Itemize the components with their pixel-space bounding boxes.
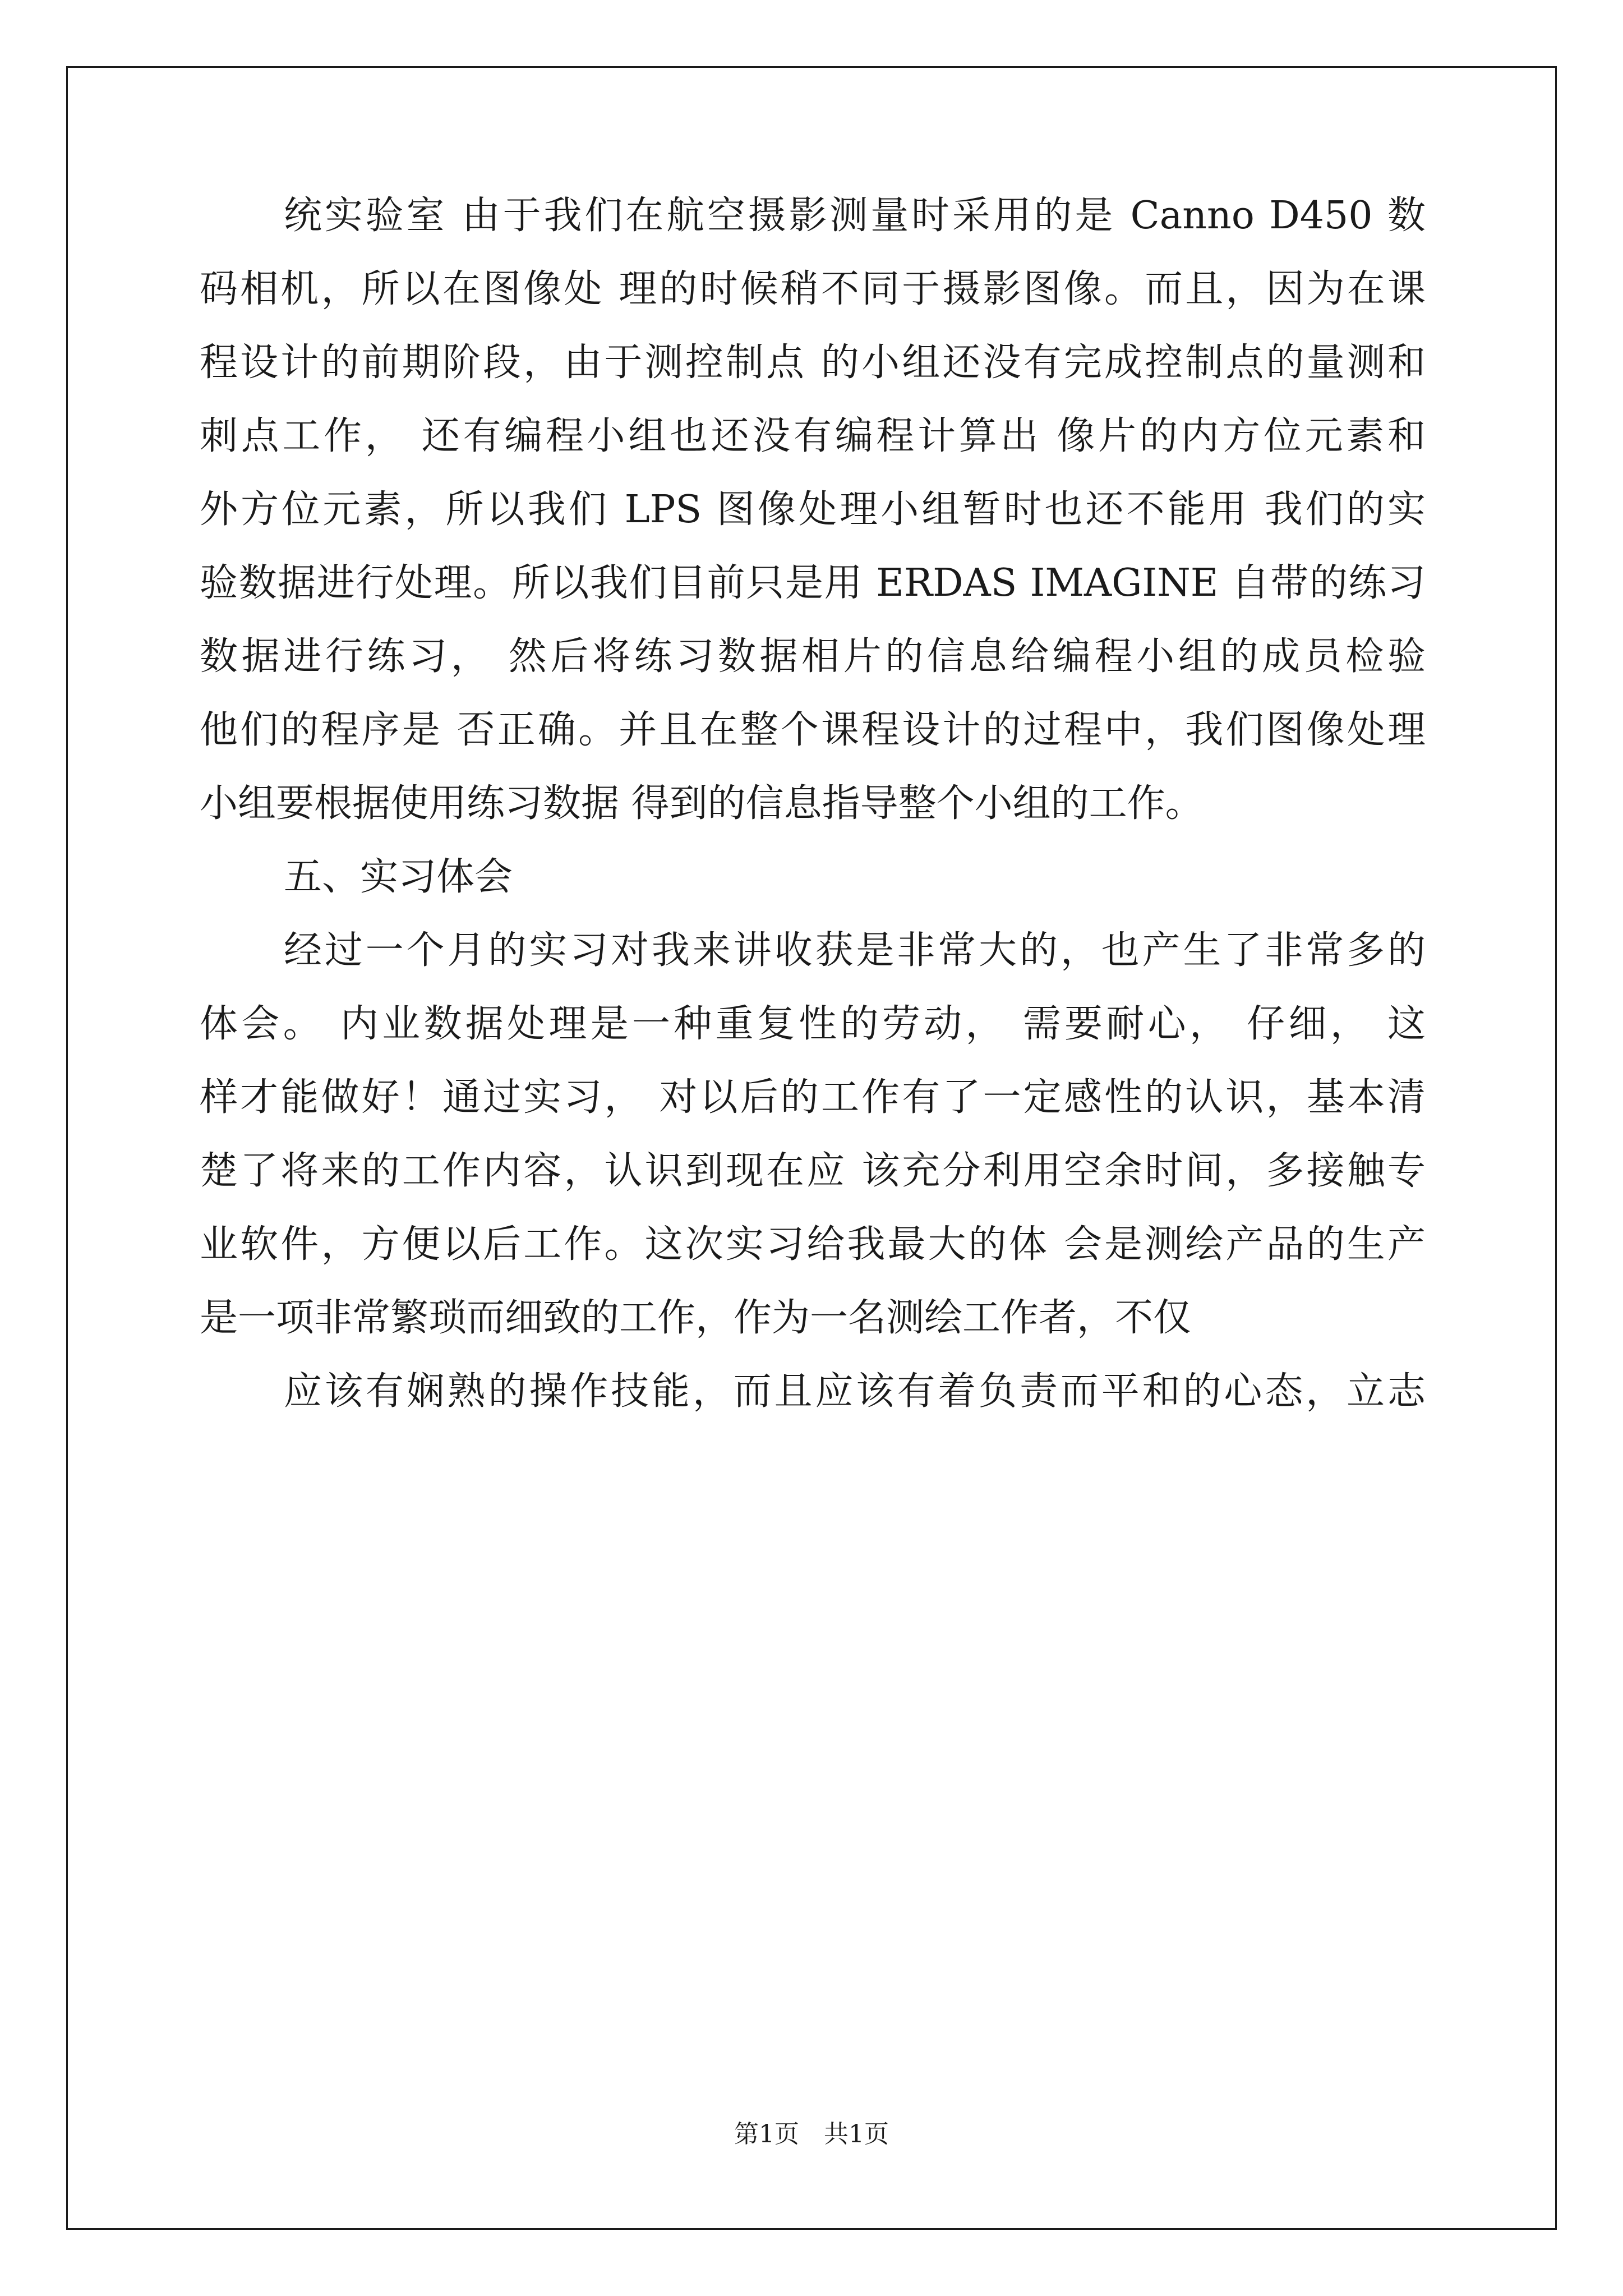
page-number-footer: 第1页 共1页: [734, 2120, 889, 2148]
text-line: 小组要根据使用练习数据 得到的信息指导整个小组的工作。: [200, 781, 1204, 826]
text-line: 业软件，方便以后工作。这次实习给我最大的体 会是测绘产品的生产: [200, 1222, 1426, 1267]
text-line: 应该有娴熟的操作技能，而且应该有着负责而平和的心态，立志: [284, 1369, 1426, 1414]
text-line: 数据进行练习， 然后将练习数据相片的信息给编程小组的成员检验: [200, 634, 1426, 679]
text-line: 统实验室 由于我们在航空摄影测量时采用的是 Canno D450 数: [284, 194, 1426, 238]
text-line: 他们的程序是 否正确。并且在整个课程设计的过程中，我们图像处理: [200, 708, 1426, 752]
text-line: 经过一个月的实习对我来讲收获是非常大的，也产生了非常多的: [284, 928, 1426, 973]
text-line: 样才能做好！通过实习， 对以后的工作有了一定感性的认识，基本清: [200, 1075, 1426, 1120]
text-line: 验数据进行处理。所以我们目前只是用 ERDAS IMAGINE 自带的练习: [200, 561, 1426, 605]
text-line: 程设计的前期阶段，由于测控制点 的小组还没有完成控制点的量测和: [200, 341, 1426, 385]
text-line: 刺点工作， 还有编程小组也还没有编程计算出 像片的内方位元素和: [200, 414, 1426, 458]
text-line: 体会。 内业数据处理是一种重复性的劳动， 需要耐心， 仔细， 这: [200, 1002, 1426, 1046]
text-line: 是一项非常繁琐而细致的工作，作为一名测绘工作者，不仅: [200, 1296, 1192, 1340]
text-line: 码相机，所以在图像处 理的时候稍不同于摄影图像。而且，因为在课: [200, 267, 1426, 311]
text-line: 外方位元素，所以我们 LPS 图像处理小组暂时也还不能用 我们的实: [200, 487, 1426, 532]
text-line: 楚了将来的工作内容，认识到现在应 该充分利用空余时间，多接触专: [200, 1149, 1426, 1193]
section-heading: 五、实习体会: [284, 855, 513, 899]
